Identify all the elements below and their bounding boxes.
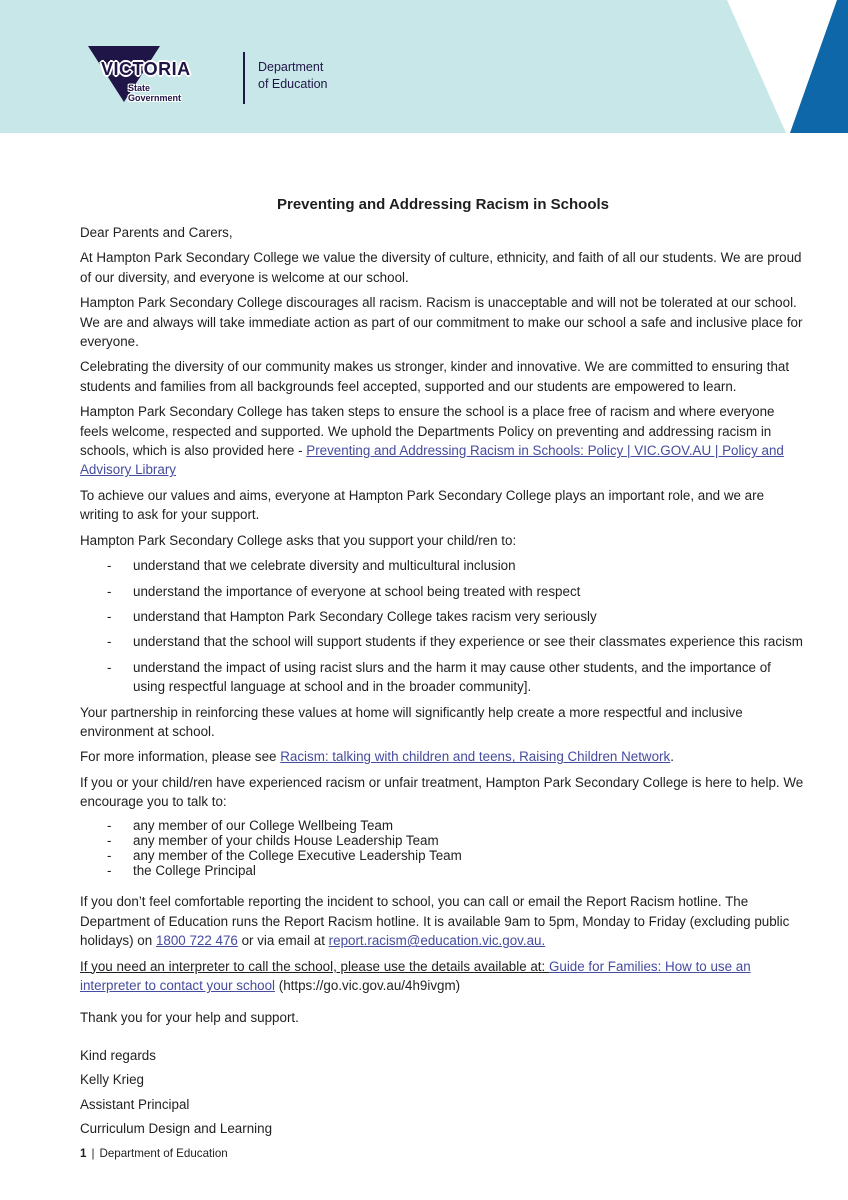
logo-state-government-text bbox=[128, 83, 181, 103]
letter-body bbox=[80, 133, 806, 1143]
celebrate-diversity-paragraph: Celebrating the diversity of our community makes us stronger, kinder and innovative. We are committed to ensuring that students and families from all backgrounds feel accepted, supported and our students are empowered to learn. bbox=[80, 359, 790, 394]
logo-department-text bbox=[258, 59, 328, 93]
list-item-text: any member of your childs House Leadership Team bbox=[133, 832, 439, 848]
dash-bullet: - bbox=[107, 817, 112, 833]
list-item-text: the College Principal bbox=[133, 863, 256, 879]
more-info-period: . bbox=[670, 749, 674, 765]
list-item-text: any member of our College Wellbeing Team bbox=[133, 817, 394, 833]
list-item bbox=[80, 607, 806, 626]
logo-divider bbox=[243, 52, 245, 104]
list-item-text: understand the impact of using racist slurs and the harm it may cause other students, and the importance of using respectful language at school and in the broader community]. bbox=[133, 659, 771, 695]
footer-separator: | bbox=[91, 1147, 95, 1160]
policy-library-link[interactable]: Preventing and Addressing Racism in Schools: Policy | VIC.GOV.AU | Policy and Advisory Library bbox=[80, 443, 784, 478]
interpreter-paragraph bbox=[80, 957, 806, 996]
list-item-text: understand the importance of everyone at school being treated with respect bbox=[133, 583, 581, 599]
hotline-text-1: If you don’t feel comfortable reporting the incident to school, you can call or email the Report Racism hotline. The Department of Education runs the Report Racism hotline. It is available 9am to 5pm, Monday to Friday (excluding public holidays) on bbox=[80, 894, 790, 949]
policy-paragraph-text: Hampton Park Secondary College has taken steps to ensure the school is a place free of racism and where everyone feels welcome, respected and supported. We uphold the Departments Policy on preventing and addressing racism in schools, which is also provided here - bbox=[80, 404, 775, 459]
list-item bbox=[80, 658, 806, 697]
signoff-team: Curriculum Design and Learning bbox=[80, 1121, 273, 1137]
interpreter-underlined-text: If you need an interpreter to call the school, please use the details available at: bbox=[80, 958, 549, 974]
dash-bullet: - bbox=[107, 847, 112, 863]
dash-bullet: - bbox=[107, 583, 112, 599]
hotline-text-2: or via email at bbox=[237, 933, 329, 949]
list-item bbox=[80, 632, 806, 651]
list-item bbox=[80, 833, 806, 848]
dash-bullet: - bbox=[107, 608, 112, 624]
page-footer bbox=[80, 1147, 228, 1160]
logo-state-line: State bbox=[128, 83, 151, 93]
policy-paragraph bbox=[80, 402, 806, 480]
partnership-paragraph: Your partnership in reinforcing these values at home will significantly help create a more respectful and inclusive environment at school. bbox=[80, 704, 743, 739]
values-paragraph: At Hampton Park Secondary College we value the diversity of culture, ethnicity, and faith of all our students. We are proud of our diversity, and everyone is welcome at our school. bbox=[80, 250, 802, 285]
list-item-text: understand that we celebrate diversity and multicultural inclusion bbox=[133, 558, 516, 574]
interpreter-url-text: (https://go.vic.gov.au/4h9ivgm) bbox=[275, 978, 461, 993]
hotline-phone-link[interactable]: 1800 722 476 bbox=[155, 933, 238, 949]
greeting-paragraph: Dear Parents and Carers, bbox=[80, 225, 233, 240]
header-banner bbox=[0, 0, 848, 133]
important-role-paragraph: To achieve our values and aims, everyone at Hampton Park Secondary College plays an important role, and we are writing to ask for your support. bbox=[80, 487, 765, 523]
list-item-text: understand that the school will support students if they experience or see their classmates experience this racism bbox=[133, 634, 803, 650]
footer-department: Department of Education bbox=[99, 1147, 228, 1160]
dash-bullet: - bbox=[107, 558, 112, 574]
list-item bbox=[80, 582, 806, 601]
letter-title: Preventing and Addressing Racism in Schools bbox=[276, 196, 610, 213]
more-info-text: For more information, please see bbox=[80, 749, 281, 765]
dash-bullet: - bbox=[107, 832, 112, 848]
list-item bbox=[80, 848, 806, 863]
list-item bbox=[80, 863, 806, 878]
logo-government-line: Government bbox=[128, 93, 182, 103]
signoff-name: Kelly Krieg bbox=[80, 1072, 145, 1088]
dash-bullet: - bbox=[107, 634, 112, 650]
raising-children-link[interactable]: Racism: talking with children and teens, Raising Children Network bbox=[280, 749, 671, 765]
signoff-role: Assistant Principal bbox=[80, 1096, 190, 1112]
thanks-paragraph: Thank you for your help and support. bbox=[80, 1010, 299, 1026]
hotline-email-link[interactable]: report.racism@education.vic.gov.au. bbox=[328, 933, 546, 949]
support-intro-paragraph: Hampton Park Secondary College asks that you support your child/ren to: bbox=[80, 532, 517, 548]
logo-victoria-text: VICTORIA bbox=[101, 59, 191, 79]
logo-department-line1: Department bbox=[258, 60, 324, 74]
support-list bbox=[80, 556, 806, 696]
dash-bullet: - bbox=[107, 863, 112, 879]
hotline-paragraph bbox=[80, 892, 806, 950]
list-item-text: any member of the College Executive Leadership Team bbox=[133, 847, 462, 863]
signoff-kind-regards: Kind regards bbox=[80, 1047, 156, 1063]
list-item bbox=[80, 818, 806, 833]
more-info-paragraph bbox=[80, 747, 806, 766]
discourage-racism-paragraph: Hampton Park Secondary College discourages all racism. Racism is unacceptable and will not be tolerated at our school. We are and always will take immediate action as part of our commitment to make our school a safe and inclusive place for everyone. bbox=[80, 295, 803, 350]
page-number: 1 bbox=[80, 1147, 87, 1160]
dash-bullet: - bbox=[107, 659, 112, 675]
interpreter-guide-link[interactable]: Guide for Families: How to use an interpreter to contact your school bbox=[80, 958, 751, 993]
list-item-text: understand that Hampton Park Secondary College takes racism very seriously bbox=[133, 608, 597, 624]
victoria-government-logo bbox=[88, 46, 348, 112]
talk-to-list bbox=[80, 818, 806, 879]
list-item bbox=[80, 556, 806, 575]
experienced-racism-paragraph: If you or your child/ren have experienced racism or unfair treatment, Hampton Park Secondary College is here to help. We encourage you to talk to: bbox=[80, 774, 804, 810]
logo-department-line2: of Education bbox=[258, 77, 328, 91]
